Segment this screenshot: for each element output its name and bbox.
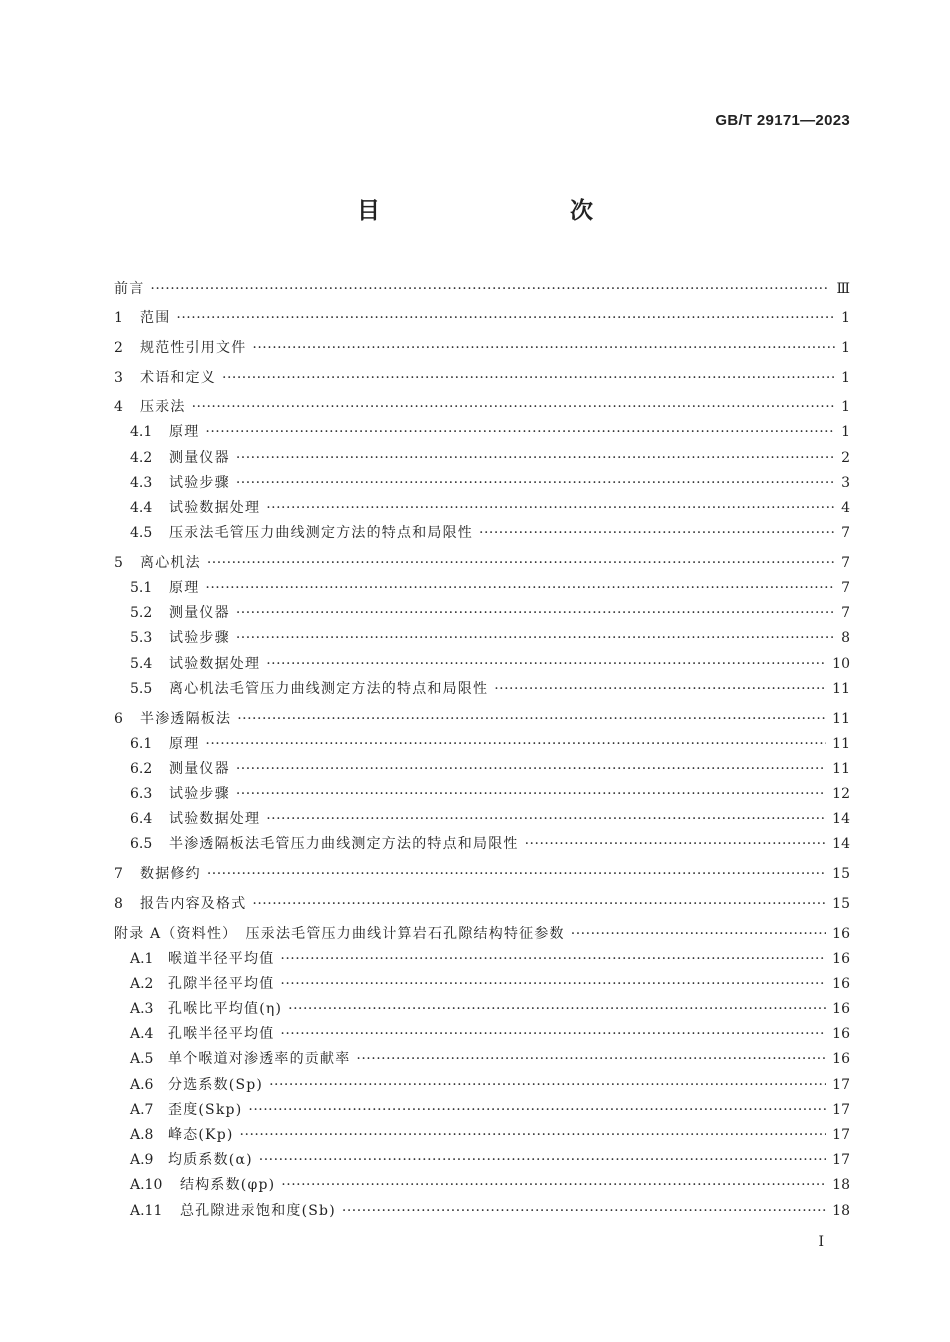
toc-entry-page: 12 [832,786,850,803]
toc-entry[interactable] [114,272,850,302]
toc-entry-page: 8 [841,630,850,647]
toc-entry-number: 2 [114,339,123,356]
toc-entry[interactable] [114,972,850,997]
toc-entry[interactable] [114,832,850,857]
toc-entry[interactable] [114,446,850,471]
page-folio: I [818,1234,824,1250]
toc-entry-number: 5.4 [130,655,153,672]
toc-entry-page: 17 [832,1076,850,1093]
toc-entry-label: 单个喉道对渗透率的贡献率 [168,1051,351,1068]
toc-entry-number: 5.5 [130,680,153,697]
toc-entry[interactable] [114,1073,850,1098]
toc-entry[interactable] [114,757,850,782]
toc-entry-label: 歪度(Skp) [168,1101,243,1118]
toc-entry-page: 11 [832,710,850,727]
dot-leader [222,366,835,391]
toc-entry-page: 16 [832,975,850,992]
dot-leader [288,997,826,1022]
toc-entry-label: 试验步骤 [169,786,230,803]
dot-leader [205,576,835,601]
toc-entry[interactable] [114,601,850,626]
toc-entry[interactable] [114,391,850,421]
dot-leader [236,601,835,626]
toc-entry[interactable] [114,887,850,917]
toc-entry-number: 7 [114,866,123,883]
toc-entry-page: 7 [841,580,850,597]
toc-entry-page: 16 [832,1051,850,1068]
toc-entry-number: A.10 [130,1177,163,1194]
toc-entry-page: 18 [832,1177,850,1194]
toc-entry-number: A.4 [130,1026,154,1043]
toc-entry-number: 4.1 [130,424,153,441]
toc-entry-label: 离心机法 [140,554,201,571]
dot-leader [259,1148,826,1173]
toc-entry[interactable] [114,807,850,832]
toc-entry-number: 4 [114,399,123,416]
toc-entry-label: 试验数据处理 [169,811,261,828]
toc-entry-number: A.3 [130,1001,154,1018]
toc-entry-page: 14 [832,811,850,828]
toc-entry-label: 孔喉比平均值(η) [168,1001,283,1018]
toc-entry-page: 18 [832,1202,850,1219]
dot-leader [266,807,826,832]
dot-leader [280,947,826,972]
toc-entry-label: 试验数据处理 [169,655,261,672]
toc-entry-page: 1 [841,310,850,327]
toc-entry-page: 15 [832,866,850,883]
toc-entry-page: 1 [841,369,850,386]
toc-entry[interactable] [114,576,850,601]
dot-leader [252,892,826,917]
dot-leader [252,336,835,361]
toc-entry-label: 喉道半径平均值 [168,950,275,967]
toc-entry-number: 1 [114,310,123,327]
toc-entry[interactable] [114,496,850,521]
dot-leader [525,832,827,857]
toc-entry[interactable] [114,1148,850,1173]
toc-entry[interactable] [114,521,850,546]
toc-entry-page: 1 [841,399,850,416]
toc-entry[interactable] [114,1098,850,1123]
toc-entry-label: 规范性引用文件 [140,339,247,356]
toc-entry[interactable] [114,361,850,391]
toc-entry-number: A.5 [130,1051,154,1068]
dot-leader [205,420,835,445]
toc-entry-page: 2 [841,449,850,466]
toc-entry-page: Ⅲ [836,280,850,297]
dot-leader [192,395,835,420]
toc-entry-number: 8 [114,895,123,912]
toc-entry-label: 分选系数(Sp) [168,1076,264,1093]
toc-entry-label: 半渗透隔板法 [140,710,232,727]
toc-entry-label: 离心机法毛管压力曲线测定方法的特点和局限性 [169,680,489,697]
toc-entry-label: 测量仪器 [169,760,230,777]
toc-entry-page: 1 [841,424,850,441]
toc-entry-number: 4.4 [130,500,153,516]
toc-entry-page: 17 [832,1101,850,1118]
dot-leader [269,1073,826,1098]
toc-entry-label: 前言 [114,280,145,297]
toc-entry[interactable] [114,1123,850,1148]
toc-entry-page: 1 [841,339,850,356]
toc-entry-label: 原理 [169,580,200,597]
toc-entry-label: 结构系数(φp) [180,1177,276,1194]
dot-leader [205,732,826,757]
toc-entry-page: 17 [832,1127,850,1143]
toc-entry-label: 总孔隙进汞饱和度(Sb) [180,1202,336,1219]
dot-leader [494,677,826,702]
toc-entry-page: 7 [841,605,850,622]
toc-entry-page: 10 [832,655,850,672]
toc-entry-number: A.6 [130,1076,154,1093]
toc-entry-label: 原理 [169,424,200,441]
toc-entry-label: 测量仪器 [169,605,230,622]
toc-entry[interactable] [114,947,850,972]
dot-leader [150,277,830,302]
toc-entry-number: 4.3 [130,474,153,491]
toc-entry-label: 压汞法 [140,399,186,416]
toc-entry-number: 6.2 [130,760,153,777]
toc-entry-number: 6.3 [130,786,153,803]
toc-entry[interactable] [114,302,850,332]
toc-entry-label: 试验步骤 [169,630,230,647]
toc-entry-page: 15 [832,895,850,912]
dot-leader [356,1047,826,1072]
dot-leader [207,551,835,576]
toc-entry[interactable] [114,702,850,732]
toc-entry-label: 术语和定义 [140,369,216,386]
toc-entry-page: 16 [832,1001,850,1018]
dot-leader [236,782,826,807]
toc-entry-number: 4.2 [130,449,153,466]
toc-entry-label: 试验步骤 [169,474,230,491]
toc-entry-number: 5.3 [130,630,153,647]
toc-entry-label: 孔喉半径平均值 [168,1026,275,1043]
toc-entry-page: 11 [832,735,850,752]
toc-entry[interactable] [114,1173,850,1198]
dot-leader [236,446,835,471]
toc-entry[interactable] [114,331,850,361]
toc-entry-number: A.11 [130,1202,163,1219]
toc-entry-page: 14 [832,836,850,853]
dot-leader [266,496,835,521]
toc-entry-number: 3 [114,369,123,386]
dot-leader [266,652,826,677]
dot-leader [281,1173,826,1198]
toc-entry-page: 11 [832,680,850,697]
toc-entry-page: 16 [832,1026,850,1043]
toc-entry[interactable] [114,917,850,947]
toc-entry-number: A.2 [130,975,154,992]
toc-entry[interactable] [114,420,850,445]
toc-entry-page: 16 [832,925,850,942]
toc-entry[interactable] [114,677,850,702]
toc-entry-number: 6.1 [130,735,153,752]
toc-entry-page: 11 [832,760,850,777]
table-of-contents [114,272,850,1224]
toc-entry[interactable] [114,546,850,576]
toc-entry-number: 5.1 [130,580,153,597]
toc-entry-number: 4.5 [130,525,153,542]
toc-entry-number: A.7 [130,1101,154,1118]
toc-entry-number: 5 [114,554,123,571]
dot-leader [479,521,835,546]
dot-leader [207,862,826,887]
toc-entry-page: 17 [832,1152,850,1169]
dot-leader [240,1123,827,1148]
toc-entry-label: 峰态(Kp) [168,1127,234,1143]
toc-entry[interactable] [114,1047,850,1072]
dot-leader [237,707,826,732]
toc-entry[interactable] [114,858,850,888]
toc-entry-number: A.1 [130,950,154,967]
dot-leader [342,1199,826,1224]
toc-entry-label: 数据修约 [140,866,201,883]
toc-entry-label: 试验数据处理 [169,500,261,516]
toc-entry[interactable] [114,652,850,677]
toc-entry[interactable] [114,1022,850,1047]
toc-entry-page: 7 [841,554,850,571]
toc-entry-number: 6.5 [130,836,153,853]
toc-entry-label: 半渗透隔板法毛管压力曲线测定方法的特点和局限性 [169,836,519,853]
toc-title: 目 次 [357,198,641,224]
toc-entry[interactable] [114,626,850,651]
toc-entry-label: 报告内容及格式 [140,895,247,912]
toc-entry-label: 均质系数(α) [168,1152,253,1169]
dot-leader [571,922,826,947]
dot-leader [236,757,826,782]
toc-entry-number: 6 [114,710,123,727]
toc-entry-label: 孔隙半径平均值 [168,975,275,992]
toc-entry-label: 压汞法毛管压力曲线测定方法的特点和局限性 [169,525,473,542]
toc-entry-number: 6.4 [130,811,153,828]
toc-entry-page: 7 [841,525,850,542]
toc-entry[interactable] [114,471,850,496]
toc-entry-label: 原理 [169,735,200,752]
toc-entry-number: A.8 [130,1127,154,1143]
toc-entry-page: 16 [832,950,850,967]
toc-entry-label: 范围 [140,310,171,327]
toc-entry-page: 3 [841,474,850,491]
toc-entry-number: A.9 [130,1152,154,1169]
toc-entry-label: 附录 A（资料性） 压汞法毛管压力曲线计算岩石孔隙结构特征参数 [114,925,565,942]
dot-leader [236,626,835,651]
toc-entry[interactable] [114,997,850,1022]
dot-leader [236,471,835,496]
standard-code: GB/T 29171—2023 [715,112,850,129]
toc-entry-number: 5.2 [130,605,153,622]
toc-entry[interactable] [114,732,850,757]
dot-leader [176,306,835,331]
toc-entry[interactable] [114,782,850,807]
toc-entry-label: 测量仪器 [169,449,230,466]
dot-leader [248,1098,826,1123]
toc-entry[interactable] [114,1199,850,1224]
dot-leader [280,1022,826,1047]
toc-entry-page: 4 [841,500,850,516]
dot-leader [280,972,826,997]
